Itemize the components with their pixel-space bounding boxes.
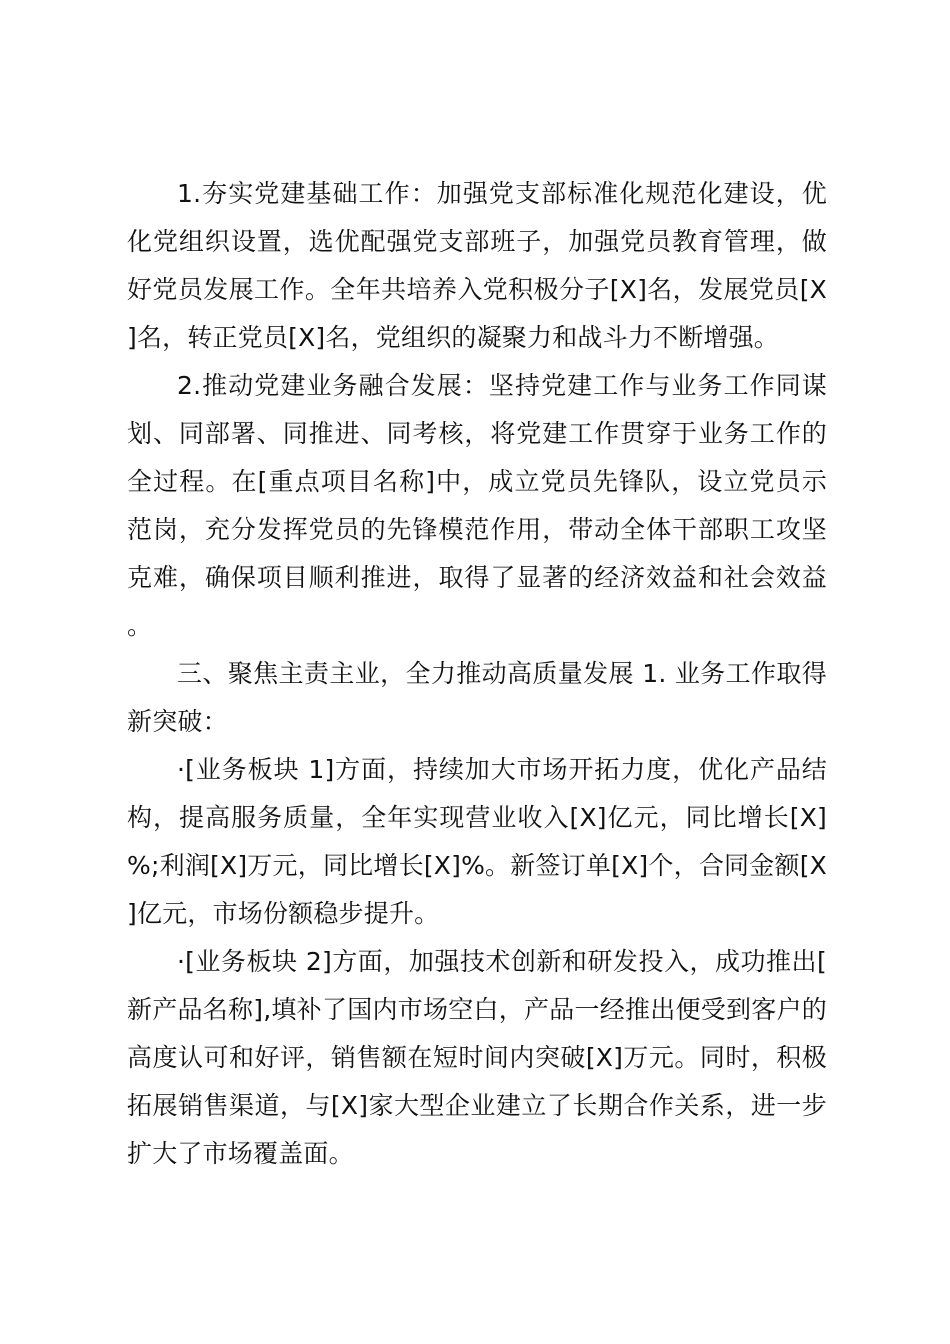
paragraph-business-segment-2: ·[业务板块 2]方面，加强技术创新和研发投入，成功推出[新产品名称],填补了国内市场空白，产品一经推出便受到客户的高度认可和好评，销售额在短时间内突破[X]万元。同时，积极拓展销售渠道，与[X]家大型企业建立了长期合作关系，进一步扩大了市场覆盖面。 bbox=[127, 947, 827, 1168]
document-body bbox=[127, 170, 827, 1178]
paragraph-party-foundation: 1.夯实党建基础工作：加强党支部标准化规范化建设，优化党组织设置，选优配强党支部班子，加强党员教育管理，做好党员发展工作。全年共培养入党积极分子[X]名，发展党员[X]名，转正党员[X]名，党组织的凝聚力和战斗力不断增强。 bbox=[127, 179, 827, 352]
paragraph-section-heading: 三、聚焦主责主业，全力推动高质量发展 1. 业务工作取得新突破： bbox=[127, 659, 827, 736]
paragraph-business-segment-1: ·[业务板块 1]方面，持续加大市场开拓力度，优化产品结构，提高服务质量，全年实现营业收入[X]亿元，同比增长[X]%;利润[X]万元，同比增长[X]%。新签订单[X]个，合同金额[X]亿元，市场份额稳步提升。 bbox=[127, 755, 827, 928]
paragraph-party-business-integration: 2.推动党建业务融合发展：坚持党建工作与业务工作同谋划、同部署、同推进、同考核，将党建工作贯穿于业务工作的全过程。在[重点项目名称]中，成立党员先锋队，设立党员示范岗，充分发挥党员的先锋模范作用，带动全体干部职工攻坚克难，确保项目顺利推进，取得了显著的经济效益和社会效益。 bbox=[127, 371, 827, 640]
